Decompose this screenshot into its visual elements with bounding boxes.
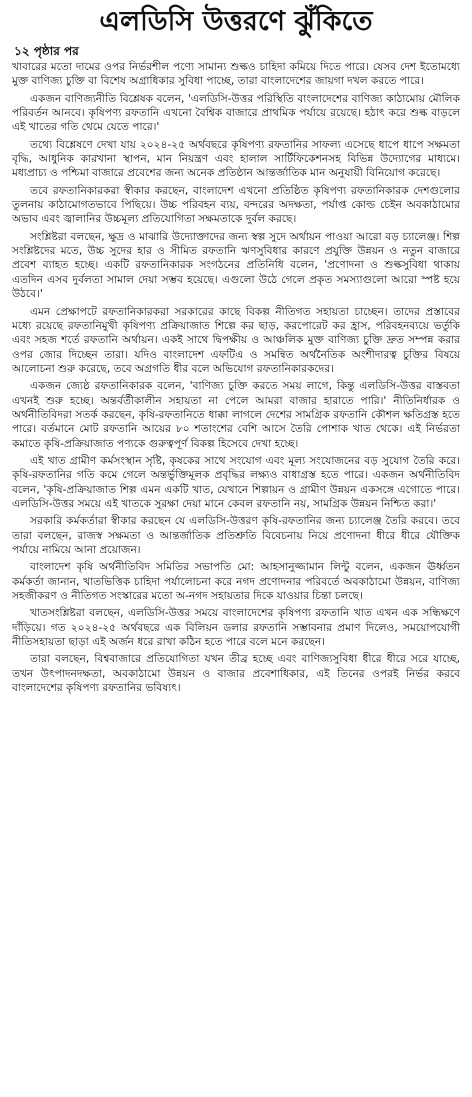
article-paragraph: সরকারি কর্মকর্তারা স্বীকার করছেন যে এলডিসি-উত্তরণ কৃষি-রফতানির জন্য চ্যালেঞ্জ তৈরি করবে। তবে তারা বলছেন, রাজস্ব সক্ষমতা ও আন্তর্জাতিক প্রতিশ্রুতি বিবেচনায় নিয়ে প্রণোদনা ধীরে ধীরে যৌক্তিক পর্যায়ে নামিয়ে আনা প্রয়োজন।	[12, 515, 460, 556]
article-paragraph: সংশ্লিষ্টরা বলছেন, ক্ষুদ্র ও মাঝারি উদ্যোক্তাদের জন্য স্বল্প সুদে অর্থায়ন পাওয়া আরো বড় চ্যালেঞ্জ। শিল্প সংশ্লিষ্টদের মতে, উচ্চ সুদের হার ও সীমিত রফতানি ঋণসুবিধার কারণে প্রযুক্তি উন্নয়ন ও নতুন বাজারে প্রবেশ ব্যাহত হচ্ছে। একটি রফতানিকারক সংগঠনের প্রতিনিধি বলেন, 'প্রণোদনা ও শুল্কসুবিধা থাকায় এতদিন এসব দুর্বলতা সামাল দেয়া সম্ভব হয়েছে। এগুলো উঠে গেলে প্রকৃত সমস্যাগুলো আরো স্পষ্ট হয়ে উঠবে।'	[12, 230, 460, 301]
article-body	[12, 60, 460, 695]
article-paragraph: একজন বাণিজ্যনীতি বিশ্লেষক বলেন, 'এলডিসি-উত্তর পরিস্থিতি বাংলাদেশের বাণিজ্য কাঠামোয় মৌলিক পরিবর্তন আনবে। কৃষিপণ্য রফতানি এখনো বৈশ্বিক বাজারে প্রাথমিক পর্যায়ে রয়েছে। হঠাৎ করে শুল্ক বাড়লে এই খাতের গতি থেমে যেতে পারে।'	[12, 92, 460, 134]
article-paragraph: খাতসংশ্লিষ্টরা বলছেন, এলডিসি-উত্তর সময়ে বাংলাদেশের কৃষিপণ্য রফতানি খাত এখন এক সন্ধিক্ষণে দাঁড়িয়ে। গত ২০২৪-২৫ অর্থবছরে এক বিলিয়ন ডলার রফতানি সম্ভাবনার প্রমাণ দিলেও, সময়োপযোগী নীতিসহায়তা ছাড়া এই অর্জন ধরে রাখা কঠিন হতে পারে বলে মনে করছেন।	[12, 607, 460, 649]
continued-from-page-label: ১২ পৃষ্ঠার পর	[14, 44, 79, 58]
article-headline: এলডিসি উত্তরণে ঝুঁকিতে	[99, 6, 373, 37]
article-paragraph: খাবারের মতো দামের ওপর নির্ভরশীল পণ্যে সামান্য শুল্কও চাহিদা কমিয়ে দিতে পারে। যেসব দেশ ইতোমধ্যে মুক্ত বাণিজ্য চুক্তি বা বিশেষ অগ্রাধিকার সুবিধা পাচ্ছে, তারা বাংলাদেশের জায়গা দখল করতে পারে।	[12, 61, 460, 88]
article-paragraph: এই খাত গ্রামীণ কর্মসংস্থান সৃষ্টি, কৃষকের সাথে সংযোগ এবং মূল্য সংযোজনের বড় সুযোগ তৈরি করে। কৃষি-রফতানির গতি কমে গেলে অন্তর্ভুক্তিমূলক প্রবৃদ্ধির লক্ষ্যও বাধাগ্রস্ত হতে পারে। একজন অর্থনীতিবিদ বলেন, 'কৃষি-প্রক্রিয়াজাত শিল্প এমন একটি খাত, যেখানে শিল্পায়ন ও গ্রামীণ উন্নয়ন একসঙ্গে এগোতে পারে। এলডিসি-উত্তর সময়ে এই খাতকে সুরক্ষা দেয়া মানে কেবল রফতানি নয়, সামগ্রিক উন্নয়ন নিশ্চিত করা।'	[12, 454, 460, 510]
article-paragraph: তবে রফতানিকারকরা স্বীকার করছেন, বাংলাদেশ এখনো প্রতিষ্ঠিত কৃষিপণ্য রফতানিকারক দেশগুলোর তুলনায় কাঠামোগতভাবে পিছিয়ে। উচ্চ পরিবহন ব্যয়, বন্দরের অদক্ষতা, পর্যাপ্ত কোল্ড চেইন অবকাঠামোর অভাব এবং জ্বালানির উচ্চমূল্য প্রতিযোগিতা সক্ষমতাকে দুর্বল করছে।	[12, 184, 460, 226]
article-paragraph: তারা বলছেন, বিশ্ববাজারে প্রতিযোগিতা যখন তীব্র হচ্ছে এবং বাণিজ্যসুবিধা ধীরে ধীরে সরে যাচ্ছে, তখন উৎপাদনদক্ষতা, অবকাঠামো উন্নয়ন ও বাজার প্রবেশাধিকার, এই তিনের ওপরই নির্ভর করবে বাংলাদেশের কৃষিপণ্য রফতানির ভবিষ্যৎ।	[12, 653, 460, 695]
article-paragraph: একজন জ্যেষ্ঠ রফতানিকারক বলেন, 'বাণিজ্য চুক্তি করতে সময় লাগে, কিন্তু এলডিসি-উত্তর বাস্তবতা এখনই শুরু হচ্ছে। অন্তর্বর্তীকালীন সহায়তা না পেলে আমরা বাজার হারাতে পারি।' নীতিনির্ধারক ও অর্থনীতিবিদরা সতর্ক করছেন, কৃষি-রফতানিতে ধাক্কা লাগলে দেশের সামগ্রিক রফতানি কৌশল ক্ষতিগ্রস্ত হতে পারে। বর্তমানে মোট রফতানি আয়ের ৮০ শতাংশের বেশি আসে তৈরি পোশাক খাত থেকে। এই নির্ভরতা কমাতে কৃষি-প্রক্রিয়াজাত পণ্যকে গুরুত্বপূর্ণ বিকল্প হিসেবে দেখা হচ্ছে।	[12, 380, 460, 450]
article-paragraph: তথ্যে বিশ্লেষণে দেখা যায় ২০২৪-২৫ অর্থবছরে কৃষিপণ্য রফতানির সাফল্য এসেছে ধাপে ধাপে সক্ষমতা বৃদ্ধি, আধুনিক কারখানা স্থাপন, মান নিয়ন্ত্রণ এবং হালাল সার্টিফিকেশনসহ বিভিন্ন উদ্যোগের মাধ্যমে। মধ্যপ্রাচ্য ও পশ্চিমা বাজারে প্রবেশের জন্য অনেক প্রতিষ্ঠান আন্তর্জাতিক মান অনুযায়ী বিনিয়োগ করেছে।	[12, 138, 460, 180]
article-paragraph: বাংলাদেশ কৃষি অর্থনীতিবিদ সমিতির সভাপতি মো: আহসানুজ্জামান লিন্টু বলেন, একজন ঊর্ধ্বতন কর্মকর্তা জানান, খাতভিত্তিক চাহিদা পর্যালোচনা করে নগদ প্রণোদনার পরিবর্তে অবকাঠামো উন্নয়ন, বাণিজ্য সহজীকরণ ও নীতিগত সংস্কারের মতো অ-নগদ সহায়তার দিকে যাওয়ার চিন্তা চলছে।	[12, 561, 460, 603]
article-paragraph: এমন প্রেক্ষাপটে রফতানিকারকরা সরকারের কাছে বিকল্প নীতিগত সহায়তা চাচ্ছেন। তাদের প্রস্তাবের মধ্যে রয়েছে রফতানিমুখী কৃষিপণ্য প্রক্রিয়াজাত শিল্পে কর ছাড়, করপোরেট কর হ্রাস, পরিবহনব্যয়ে ভর্তুকি এবং সহজ শর্তে রফতানি অর্থায়ন। একই সাথে দ্বিপক্ষীয় ও আঞ্চলিক মুক্ত বাণিজ্য চুক্তি দ্রুত সম্পন্ন করার ওপর জোর দিচ্ছেন তারা। যদিও বাংলাদেশ এফটিএ ও সমন্বিত অর্থনৈতিক অংশীদারত্ব চুক্তির বিষয়ে আলোচনা শুরু করেছে, তবে অগ্রগতি ধীর বলে অভিযোগ রফতানিকারকদের।	[12, 305, 460, 375]
